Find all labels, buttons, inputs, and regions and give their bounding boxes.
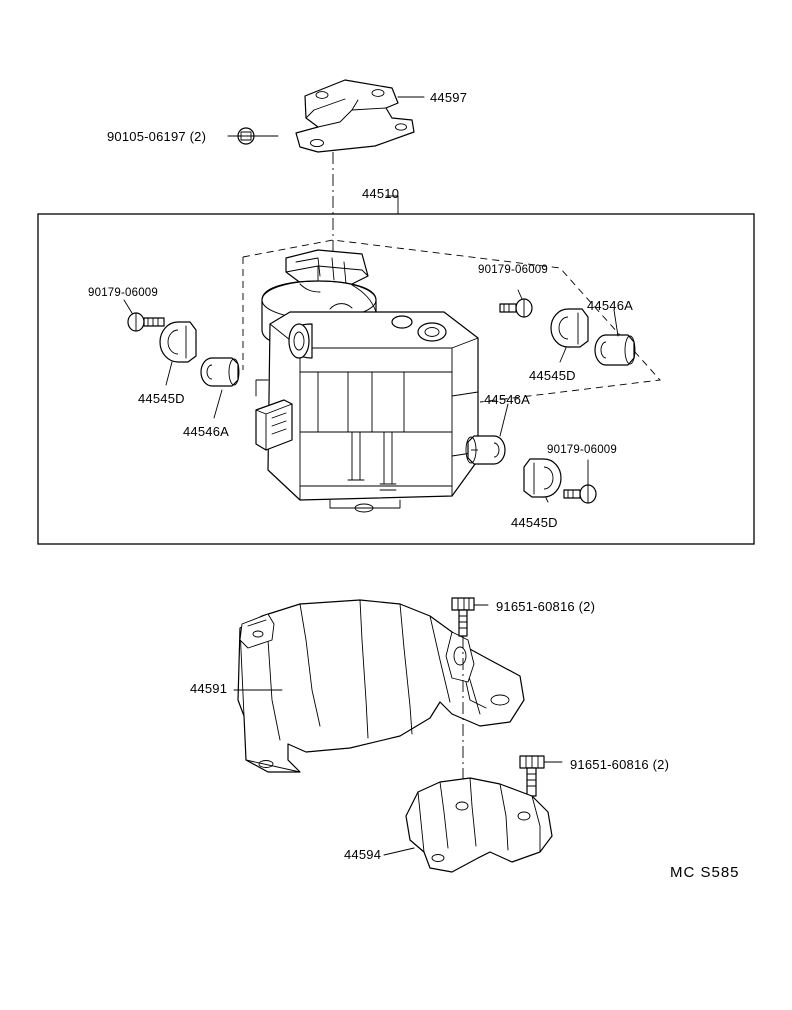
part-44545D-bottom (524, 459, 561, 497)
callout-90179-06009-left: 90179-06009 (88, 287, 158, 299)
part-90179-06009-left (128, 313, 164, 331)
callout-91651-60816-top: 91651-60816 (2) (496, 599, 596, 614)
callout-44545D-left: 44545D (138, 391, 185, 406)
part-44546A-left (201, 358, 239, 386)
leader-44545D-left (166, 362, 172, 385)
part-44545D-right (551, 309, 588, 347)
leader-44546A-center (500, 404, 508, 436)
part-44591-bracket (238, 600, 524, 772)
part-90179-06009-right (500, 299, 532, 317)
leader-44594 (384, 848, 414, 855)
leader-44545D-right (560, 348, 566, 362)
callout-44546A-left: 44546A (183, 424, 230, 439)
part-90179-06009-bottom (564, 485, 596, 503)
leader-44545D-bottom (546, 498, 548, 502)
callout-90179-06009-bottom: 90179-06009 (547, 444, 617, 456)
callout-44591: 44591 (190, 681, 228, 696)
callout-91651-60816-bottom: 91651-60816 (2) (570, 757, 670, 772)
callout-44597: 44597 (430, 90, 468, 105)
callout-44545D-bottom: 44545D (511, 515, 558, 530)
callout-44545D-right: 44545D (529, 368, 576, 383)
part-44597-bracket (296, 80, 414, 152)
diagram-code: MC S585 (670, 864, 740, 881)
part-90105-06197-nut (238, 128, 254, 144)
callout-44594: 44594 (344, 847, 382, 862)
leader-44546A-left (214, 390, 222, 418)
callout-44546A-center: 44546A (484, 392, 531, 407)
leader-90179-left (124, 300, 132, 313)
callout-90179-06009-top-right: 90179-06009 (478, 264, 548, 276)
part-91651-60816-top (452, 598, 474, 636)
leader-44546A-right (614, 310, 618, 336)
part-44510-actuator (256, 250, 478, 512)
callout-44510: 44510 (362, 186, 400, 201)
part-44545D-left (160, 322, 196, 362)
leader-90179-right (518, 290, 522, 299)
callout-44546A-right: 44546A (587, 298, 634, 313)
part-91651-60816-bottom (520, 756, 544, 796)
callout-90105-06197: 90105-06197 (2) (107, 129, 207, 144)
part-44546A-right (595, 335, 635, 365)
